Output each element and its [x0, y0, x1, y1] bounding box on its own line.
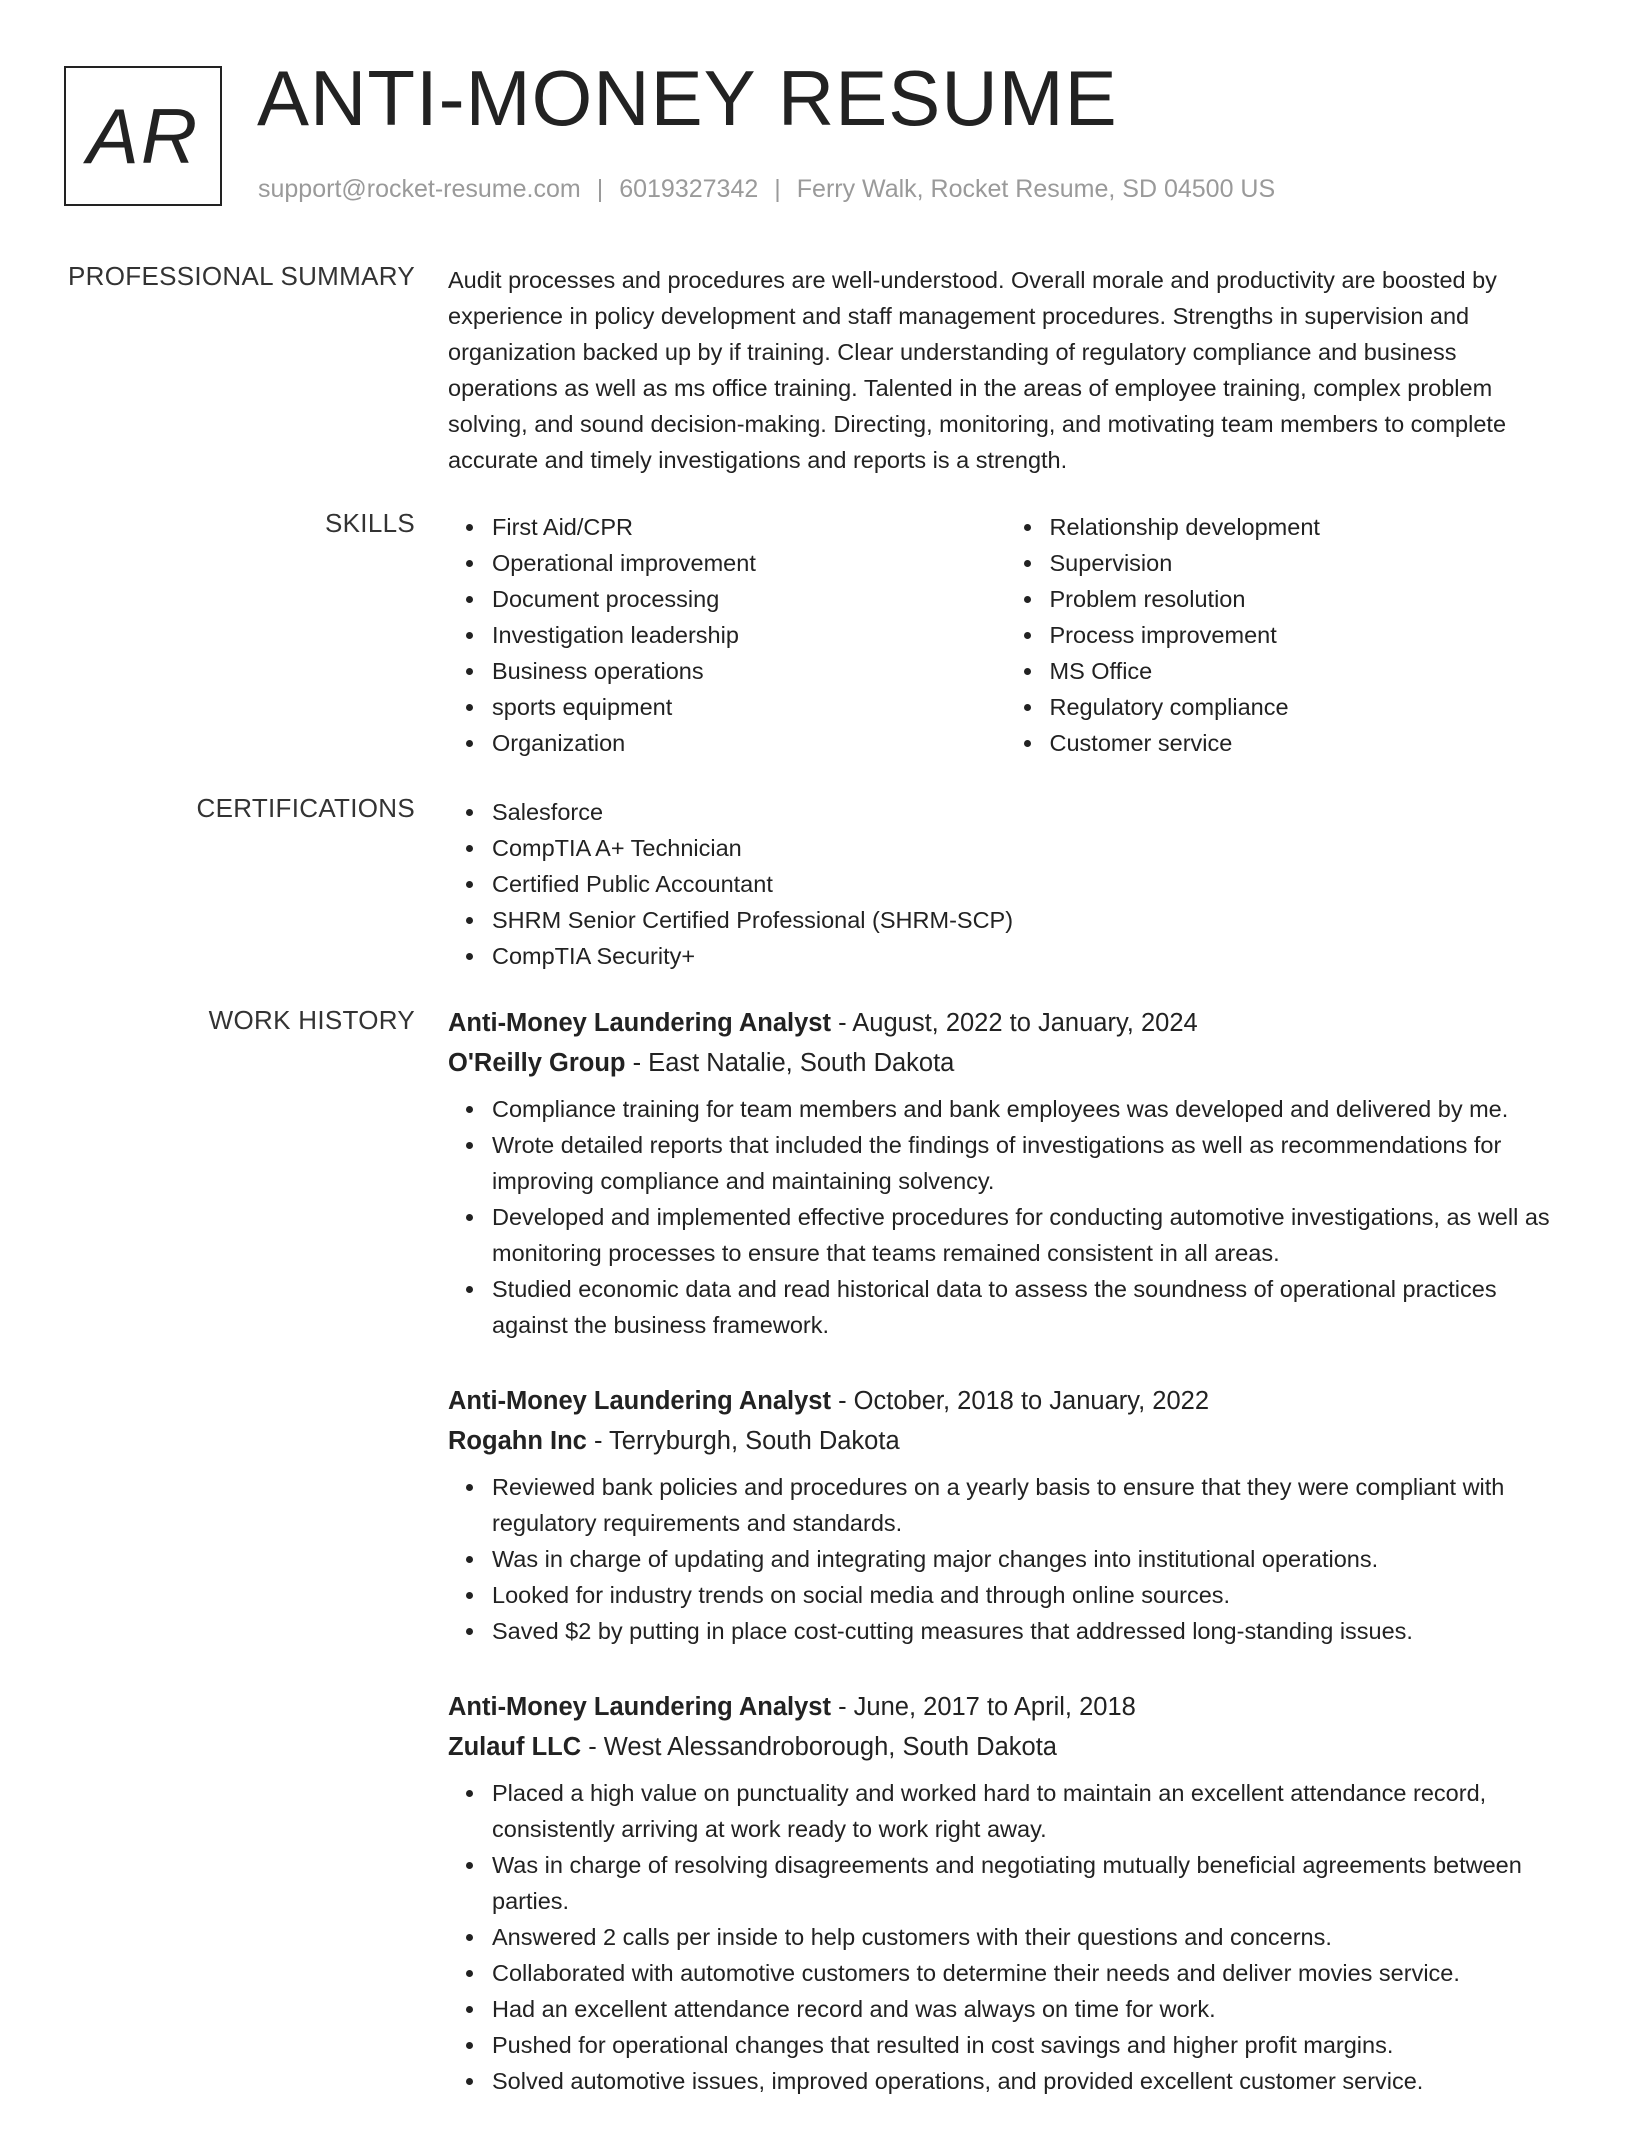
work-heading: WORK HISTORY — [208, 1005, 415, 1035]
contact-separator: | — [774, 175, 781, 203]
skill-item: Customer service — [1050, 725, 1564, 761]
skill-item: Process improvement — [1050, 617, 1564, 653]
monogram-text: AR — [86, 91, 200, 180]
skill-item: Organization — [492, 725, 1006, 761]
certifications-body — [448, 794, 1563, 974]
contact-address: Ferry Walk, Rocket Resume, SD 04500 US — [796, 175, 1276, 203]
job-bullets — [448, 1091, 1563, 1343]
certification-item: SHRM Senior Certified Professional (SHRM-SCP) — [492, 902, 1563, 938]
skill-item: Document processing — [492, 581, 1006, 617]
job-location: - East Natalie, South Dakota — [632, 1049, 955, 1077]
job-bullet: Compliance training for team members and bank employees was developed and delivered by me. — [492, 1091, 1563, 1127]
skill-item: Investigation leadership — [492, 617, 1006, 653]
job-bullet: Answered 2 calls per inside to help customers with their questions and concerns. — [492, 1919, 1563, 1955]
job-bullet: Developed and implemented effective procedures for conducting automotive investigations, as well as monitoring processes to ensure that teams remained consistent in all areas. — [492, 1199, 1563, 1271]
certifications-list — [448, 794, 1563, 974]
skill-item: sports equipment — [492, 689, 1006, 725]
job-bullets — [448, 1469, 1563, 1649]
monogram-logo — [64, 66, 222, 206]
job-entry — [448, 1381, 1563, 1649]
job-title: Anti-Money Laundering Analyst — [448, 1009, 831, 1037]
certification-item: CompTIA Security+ — [492, 938, 1563, 974]
job-company: O'Reilly Group — [448, 1049, 626, 1077]
job-title: Anti-Money Laundering Analyst — [448, 1387, 831, 1415]
job-bullet: Looked for industry trends on social media and through online sources. — [492, 1577, 1563, 1613]
skill-item: Relationship development — [1050, 509, 1564, 545]
job-bullet: Saved $2 by putting in place cost-cutting measures that addressed long-standing issues. — [492, 1613, 1563, 1649]
certification-item: Certified Public Accountant — [492, 866, 1563, 902]
skills-list-right — [1006, 509, 1564, 761]
job-entry — [448, 1003, 1563, 1343]
job-bullet: Studied economic data and read historical data to assess the soundness of operational practices against the business framework. — [492, 1271, 1563, 1343]
job-bullet: Placed a high value on punctuality and worked hard to maintain an excellent attendance record, consistently arriving at work ready to work right away. — [492, 1775, 1563, 1847]
job-bullets — [448, 1775, 1563, 2099]
job-company: Zulauf LLC — [448, 1733, 582, 1761]
job-company-line — [448, 1421, 1563, 1461]
job-company: Rogahn Inc — [448, 1427, 587, 1455]
job-bullet: Was in charge of updating and integrating major changes into institutional operations. — [492, 1541, 1563, 1577]
job-location: - Terryburgh, South Dakota — [593, 1427, 900, 1455]
contact-line — [258, 175, 1275, 204]
job-bullet: Reviewed bank policies and procedures on a yearly basis to ensure that they were compliant with regulatory requirements and standards. — [492, 1469, 1563, 1541]
certifications-heading: CERTIFICATIONS — [196, 793, 415, 823]
job-bullet: Had an excellent attendance record and was always on time for work. — [492, 1991, 1563, 2027]
skills-list-left — [448, 509, 1006, 761]
skill-item: Problem resolution — [1050, 581, 1564, 617]
summary-heading: PROFESSIONAL SUMMARY — [68, 261, 415, 291]
contact-separator: | — [596, 175, 604, 203]
job-company-line — [448, 1043, 1563, 1083]
skill-item: Business operations — [492, 653, 1006, 689]
job-title: Anti-Money Laundering Analyst — [448, 1693, 831, 1721]
contact-email: support@rocket-resume.com — [258, 175, 581, 203]
skill-item: MS Office — [1050, 653, 1564, 689]
contact-phone: 6019327342 — [619, 175, 759, 203]
job-title-line — [448, 1003, 1563, 1043]
skills-heading: SKILLS — [325, 508, 415, 538]
job-bullet: Solved automotive issues, improved operations, and provided excellent customer service. — [492, 2063, 1563, 2099]
job-company-line — [448, 1727, 1563, 1767]
work-body — [448, 1003, 1563, 2137]
certification-item: Salesforce — [492, 794, 1563, 830]
job-title-line — [448, 1381, 1563, 1421]
skill-item: First Aid/CPR — [492, 509, 1006, 545]
job-location: - West Alessandroborough, South Dakota — [588, 1733, 1057, 1761]
skill-item: Supervision — [1050, 545, 1564, 581]
job-bullet: Was in charge of resolving disagreements and negotiating mutually beneficial agreements between parties. — [492, 1847, 1563, 1919]
job-bullet: Collaborated with automotive customers to determine their needs and deliver movies service. — [492, 1955, 1563, 1991]
summary-body — [448, 262, 1563, 478]
job-bullet: Pushed for operational changes that resulted in cost savings and higher profit margins. — [492, 2027, 1563, 2063]
job-title-line — [448, 1687, 1563, 1727]
job-bullet: Wrote detailed reports that included the findings of investigations as well as recommendations for improving compliance and maintaining solvency. — [492, 1127, 1563, 1199]
certification-item: CompTIA A+ Technician — [492, 830, 1563, 866]
job-dates: - October, 2018 to January, 2022 — [838, 1387, 1210, 1415]
job-dates: - August, 2022 to January, 2024 — [838, 1009, 1198, 1037]
resume-name: ANTI-MONEY RESUME — [257, 54, 1118, 142]
skills-body — [448, 509, 1563, 761]
skill-item: Operational improvement — [492, 545, 1006, 581]
summary-text: Audit processes and procedures are well-understood. Overall morale and productivity are boosted by experience in policy development and staff management procedures. Strengths in supervision and organization backed up by if training. Clear understanding of regulatory compliance and business operations as well as ms office training. Talented in the areas of employee training, complex problem solving, and sound decision-making. Directing, monitoring, and motivating team members to complete accurate and timely investigations and reports is a strength. — [448, 267, 1507, 473]
job-dates: - June, 2017 to April, 2018 — [838, 1693, 1136, 1721]
job-entry — [448, 1687, 1563, 2099]
skill-item: Regulatory compliance — [1050, 689, 1564, 725]
